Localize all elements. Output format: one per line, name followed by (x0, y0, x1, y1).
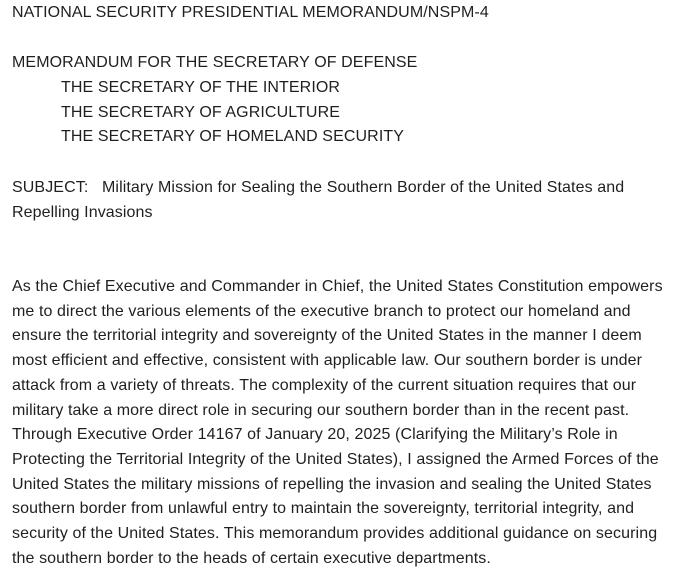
body-line: most efficient and effective, consistent with applicable law. Our southern border is under (12, 352, 643, 370)
addressee-line: MEMORANDUM FOR THE SECRETARY OF DEFENSE (12, 54, 418, 71)
body-line: southern border from unlawful entry to maintain the sovereignty, territorial integrity, and (12, 500, 635, 518)
body-line: attack from a variety of threats. The complexity of the current situation requires that our (12, 376, 637, 394)
body-paragraph (12, 275, 680, 571)
body-line: me to direct the various elements of the executive branch to protect our homeland and (12, 302, 631, 320)
body-line: military take a more direct role in securing our southern border than in the recent past. (12, 401, 630, 419)
subject-label: SUBJECT: (12, 179, 89, 196)
addressee-interior: THE SECRETARY OF THE INTERIOR (61, 79, 341, 96)
addressee-homeland-security: THE SECRETARY OF HOMELAND SECURITY (61, 128, 405, 145)
subject-continuation: Repelling Invasions (12, 204, 153, 221)
body-line: Through Executive Order 14167 of January 20, 2025 (Clarifying the Military’s Role in (12, 426, 618, 444)
body-line: security of the United States. This memorandum provides additional guidance on securing (12, 525, 658, 543)
body-line: Protecting the Territorial Integrity of the United States), I assigned the Armed Forces of the (12, 450, 659, 468)
body-line: ensure the territorial integrity and sovereignty of the United States in the manner I deem (12, 327, 642, 345)
body-line: United States the military missions of repelling the invasion and sealing the United States (12, 475, 652, 493)
subject-text: Military Mission for Sealing the Southern Border of the United States and (102, 179, 625, 196)
body-line: As the Chief Executive and Commander in Chief, the United States Constitution empowers (12, 278, 663, 295)
body-line: the southern border to the heads of certain executive departments. (12, 549, 491, 567)
subject-line (12, 176, 624, 201)
addressee-agriculture: THE SECRETARY OF AGRICULTURE (61, 104, 340, 121)
memo-heading: NATIONAL SECURITY PRESIDENTIAL MEMORANDUM/NSPM-4 (12, 4, 489, 21)
